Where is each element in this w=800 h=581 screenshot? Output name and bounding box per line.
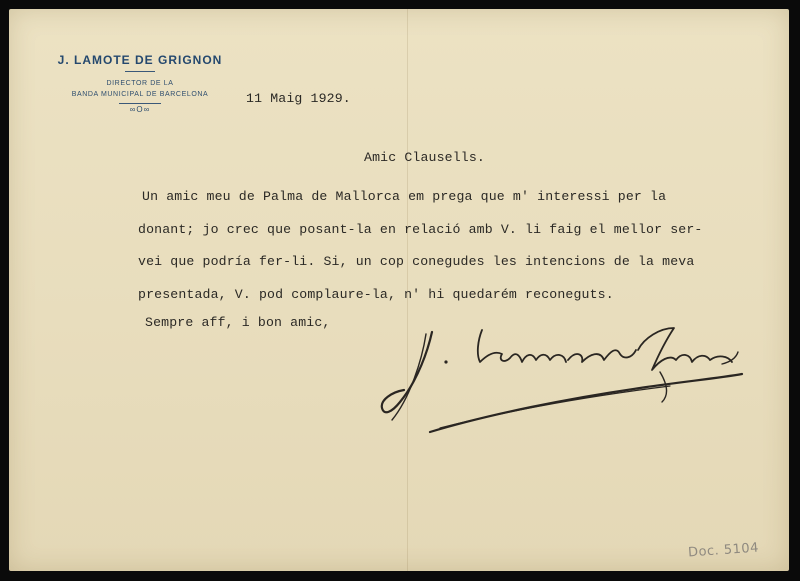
body-line: Un amic meu de Palma de Mallorca em prega que m' interessi per la (142, 189, 667, 204)
letterhead-rule-lower (119, 103, 161, 104)
letterhead-rule (125, 71, 155, 72)
letter-body (138, 181, 703, 311)
letter-closing: Sempre aff, i bon amic, (145, 315, 331, 330)
body-line: vei que podría fer-li. Si, un cop conegudes les intencions de la meva (138, 254, 695, 270)
letterhead-name: J. LAMOTE DE GRIGNON (57, 53, 223, 67)
letterhead-ornament: ∞O∞ (129, 105, 151, 114)
letterhead (45, 53, 235, 114)
letterhead-title: DIRECTOR DE LA (106, 80, 174, 87)
body-line: presentada, V. pod complaure-la, n' hi quedarém reconeguts. (138, 286, 614, 302)
letterhead-organization: BANDA MUNICIPAL DE BARCELONA (71, 91, 209, 98)
body-line: donant; jo crec que posant-la en relació amb V. li faig el mellor ser- (138, 221, 703, 237)
archive-mark: Doc. 5104 (687, 540, 760, 561)
handwritten-signature (370, 310, 760, 450)
letter-date: 11 Maig 1929. (246, 91, 351, 106)
letter-greeting: Amic Clausells. (364, 150, 485, 165)
